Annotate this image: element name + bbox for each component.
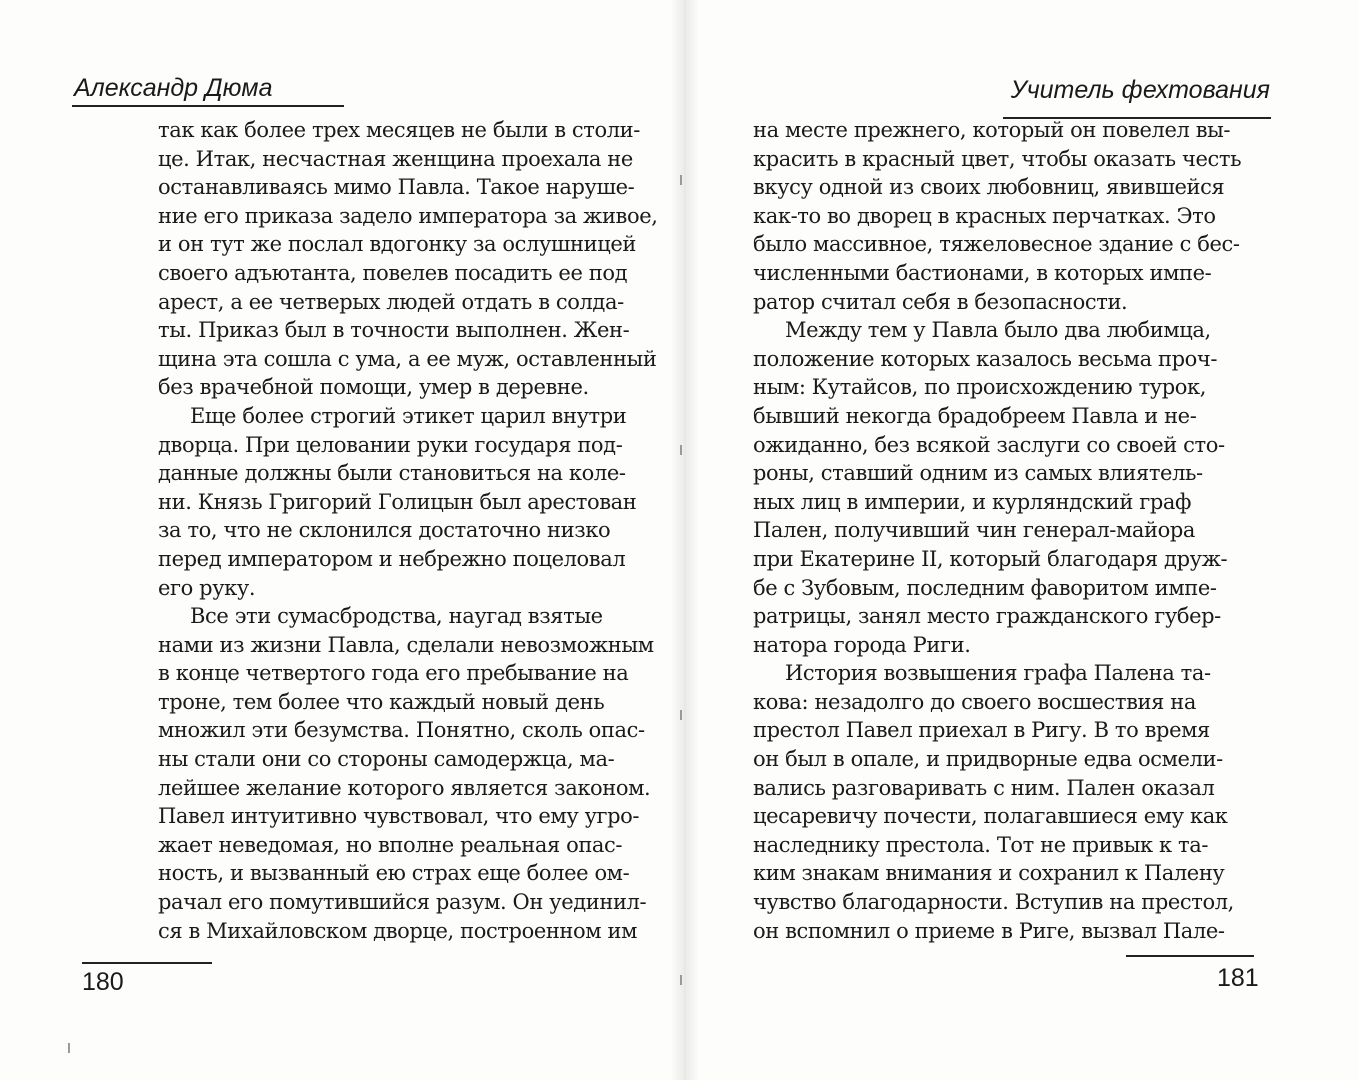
text-line: ни. Князь Григорий Голицын был арестован (158, 489, 637, 514)
text-line: ты. Приказ был в точности выполнен. Жен- (158, 318, 630, 343)
text-line: Пален, получивший чин генерал-майора (753, 518, 1196, 543)
page-number: 180 (82, 968, 124, 996)
text-line: ных лиц в империи, и курляндский граф (753, 489, 1192, 514)
running-head-title: Учитель фехтования (1010, 76, 1270, 104)
text-line: он был в опале, и придворные едва осмели- (753, 747, 1223, 772)
text-line: престол Павел приехал в Ригу. В то время (753, 718, 1210, 743)
text-line: в конце четвертого года его пребывание на (158, 661, 629, 686)
text-line: ние его приказа задело императора за живое, (158, 203, 658, 228)
text-line: на месте прежнего, который он повелел вы- (753, 118, 1231, 142)
right-page (698, 0, 1358, 1080)
text-line: множил эти безумства. Понятно, сколь опас- (158, 718, 645, 743)
body-text (158, 116, 658, 945)
book-gutter (672, 0, 698, 1080)
text-line: жает неведомая, но вполне реальная опас- (158, 832, 623, 857)
text-line: Все эти сумасбродства, наугад взятые (190, 604, 603, 629)
text-line: данные должны были становиться на коле- (158, 461, 626, 486)
text-line: наследнику престола. Тот не привык к та- (753, 832, 1209, 857)
text-line: его руку. (158, 575, 256, 600)
scan-mark (680, 445, 682, 455)
text-line: ожиданно, без всякой заслуги со своей сто- (753, 432, 1225, 457)
text-line: бывший некогда брадобреем Павла и не- (753, 403, 1197, 428)
text-line: он вспомнил о приеме в Риге, вызвал Пале- (753, 918, 1225, 943)
text-line: вались разговаривать с ним. Пален оказал (753, 775, 1215, 800)
text-line: нами из жизни Павла, сделали невозможным (158, 632, 654, 657)
text-line: при Екатерине II, который благодаря друж- (753, 546, 1228, 571)
text-line: положение которых казалось весьма проч- (753, 346, 1218, 371)
text-line: арест, а ее четверых людей отдать в солда- (158, 289, 624, 314)
text-line: ны стали они со стороны самодержца, ма- (158, 747, 615, 772)
text-line: це. Итак, несчастная женщина проехала не (158, 146, 633, 171)
scan-mark (680, 710, 682, 720)
text-line: ратор считал себя в безопасности. (753, 289, 1128, 314)
text-line: как-то во дворец в красных перчатках. Это (753, 203, 1216, 228)
text-line: роны, ставший одним из самых влиятель- (753, 461, 1203, 486)
text-line: троне, тем более что каждый новый день (158, 689, 605, 714)
text-line: останавливаясь мимо Павла. Такое наруше- (158, 175, 635, 200)
text-line: ся в Михайловском дворце, построенном им (158, 918, 638, 943)
text-line: кова: незадолго до своего восшествия на (753, 689, 1196, 714)
text-line: ность, и вызванный ею страх еще более ом- (158, 861, 630, 886)
text-line: История возвышения графа Палена та- (785, 661, 1211, 686)
header-rule (72, 105, 344, 107)
scan-mark (680, 175, 682, 185)
text-line: было массивное, тяжеловесное здание с бес- (753, 232, 1240, 257)
footer-rule (82, 962, 212, 964)
text-line: так как более трех месяцев не были в столи- (158, 118, 640, 142)
body-text (753, 116, 1242, 945)
text-line: ратрицы, занял место гражданского губер- (753, 604, 1221, 629)
text-line: лейшее желание которого является законом. (158, 775, 651, 800)
text-line: красить в красный цвет, чтобы оказать честь (753, 146, 1242, 171)
text-line: вкусу одной из своих любовниц, явившейся (753, 175, 1225, 200)
left-page (0, 0, 672, 1080)
text-line: бе с Зубовым, последним фаворитом импе- (753, 575, 1217, 600)
footer-rule (1126, 955, 1254, 957)
page-number: 181 (1217, 964, 1259, 992)
text-line: за то, что не склонился достаточно низко (158, 518, 611, 543)
text-line: щина эта сошла с ума, а ее муж, оставленный (158, 346, 657, 371)
text-line: цесаревичу почести, полагавшиеся ему как (753, 804, 1228, 829)
text-line: чувство благодарности. Вступив на престол, (753, 890, 1234, 915)
scan-mark (680, 975, 682, 985)
text-line: своего адъютанта, повелев посадить ее под (158, 260, 628, 285)
text-line: ким знакам внимания и сохранил к Палену (753, 861, 1225, 886)
text-line: и он тут же послал вдогонку за ослушницей (158, 232, 636, 257)
text-line: Еще более строгий этикет царил внутри (190, 403, 627, 428)
text-line: Между тем у Павла было два любимца, (785, 318, 1211, 343)
text-line: ным: Кутайсов, по происхождению турок, (753, 375, 1207, 400)
text-line: рачал его помутившийся разум. Он уединил- (158, 890, 647, 915)
text-line: численными бастионами, в которых импе- (753, 260, 1212, 285)
text-line: перед императором и небрежно поцеловал (158, 546, 626, 571)
running-head-author: Александр Дюма (74, 74, 273, 102)
text-line: без врачебной помощи, умер в деревне. (158, 375, 589, 400)
text-line: Павел интуитивно чувствовал, что ему угро- (158, 804, 640, 829)
text-line: натора города Риги. (753, 632, 971, 657)
scan-mark (68, 1043, 70, 1053)
text-line: дворца. При целовании руки государя под- (158, 432, 623, 457)
